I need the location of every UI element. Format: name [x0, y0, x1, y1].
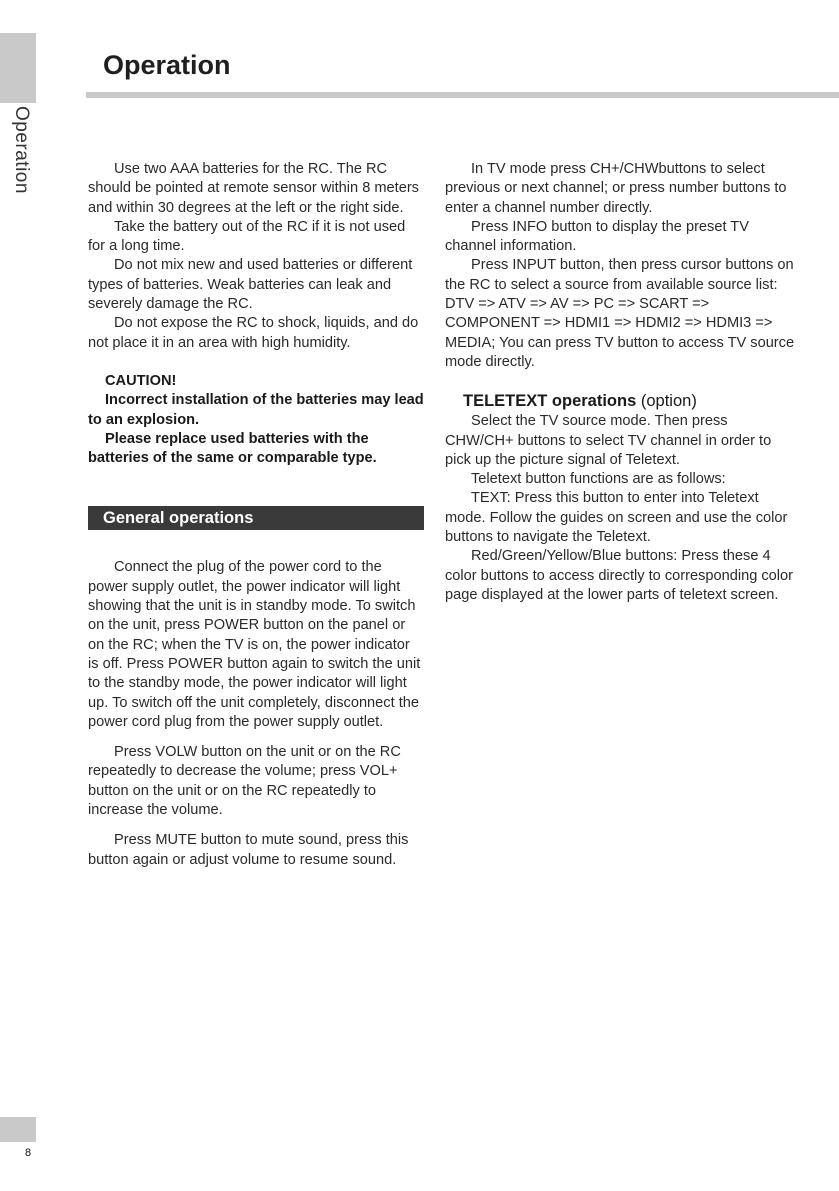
teletext-paragraph-4: Red/Green/Yellow/Blue buttons: Press these 4 color buttons to access directly to corresponding color page displayed at the lower parts of teletext screen.	[445, 548, 793, 603]
teletext-paragraph-1: Select the TV source mode. Then press CHW/CH+ buttons to select TV channel in order to pick up the picture signal of Teletext.	[445, 413, 772, 468]
input-paragraph: Press INPUT button, then press cursor buttons on the RC to select a source from available source list: DTV => ATV => AV => PC => SCART => COMPONENT => HDMI1 => HDMI2 => HDMI3 => MEDIA; You can press TV button to access TV source mode directly.	[445, 257, 795, 370]
caution-text-1: Incorrect installation of the batteries may lead to an explosion.	[88, 392, 424, 428]
info-paragraph: Press INFO button to display the preset TV channel information.	[445, 218, 749, 255]
battery-paragraph-3: Do not mix new and used batteries or different types of batteries. Weak batteries can leak and severely damage the RC.	[88, 257, 413, 313]
caution-title: CAUTION!	[105, 372, 177, 389]
caution-text-2: Please replace used batteries with the batteries of the same or comparable type.	[88, 430, 377, 467]
footer-tab-marker	[0, 1117, 36, 1142]
right-column	[445, 160, 795, 605]
power-paragraph: Connect the plug of the power cord to the power supply outlet, the power indicator will light showing that the unit is in standby mode. To switch on the unit, press POWER button on the panel or on the RC; when the TV is on, the power indicator is off. Press POWER button again to switch the unit to the standby mode, the power indicator will light up. To switch off the unit completely, disconnect the power cord plug from the power supply outlet.	[88, 559, 421, 730]
teletext-heading	[445, 390, 795, 412]
side-tab-marker	[0, 33, 36, 103]
left-column	[88, 160, 424, 870]
volume-paragraph: Press VOLW button on the unit or on the RC repeatedly to decrease the volume; press VOL+ button on the unit or on the RC repeatedly to increase the volume.	[88, 744, 401, 819]
teletext-title: TELETEXT operations	[463, 392, 637, 411]
title-divider	[86, 92, 839, 98]
battery-paragraph-2: Take the battery out of the RC if it is not used for a long time.	[88, 218, 406, 255]
page-title: Operation	[103, 50, 231, 80]
teletext-option-label: (option)	[640, 392, 697, 411]
page-number: 8	[25, 1147, 32, 1159]
teletext-paragraph-3: TEXT: Press this button to enter into Teletext mode. Follow the guides on screen and use the color buttons to navigate the Teletext.	[445, 490, 788, 546]
battery-paragraph-4: Do not expose the RC to shock, liquids, and do not place it in an area with high humidity.	[88, 315, 419, 351]
channel-paragraph: In TV mode press CH+/CHWbuttons to select previous or next channel; or press number buttons to enter a channel number directly.	[445, 161, 787, 216]
mute-paragraph: Press MUTE button to mute sound, press this button again or adjust volume to resume sound.	[88, 832, 409, 868]
section-heading-general-operations: General operations	[88, 506, 424, 530]
teletext-paragraph-2: Teletext button functions are as follows:	[471, 471, 726, 488]
battery-paragraph-1: Use two AAA batteries for the RC. The RC should be pointed at remote sensor within 8 meters and within 30 degrees at the left or the right side.	[88, 161, 419, 216]
caution-block	[88, 372, 424, 468]
side-section-label: Operation	[11, 106, 32, 194]
